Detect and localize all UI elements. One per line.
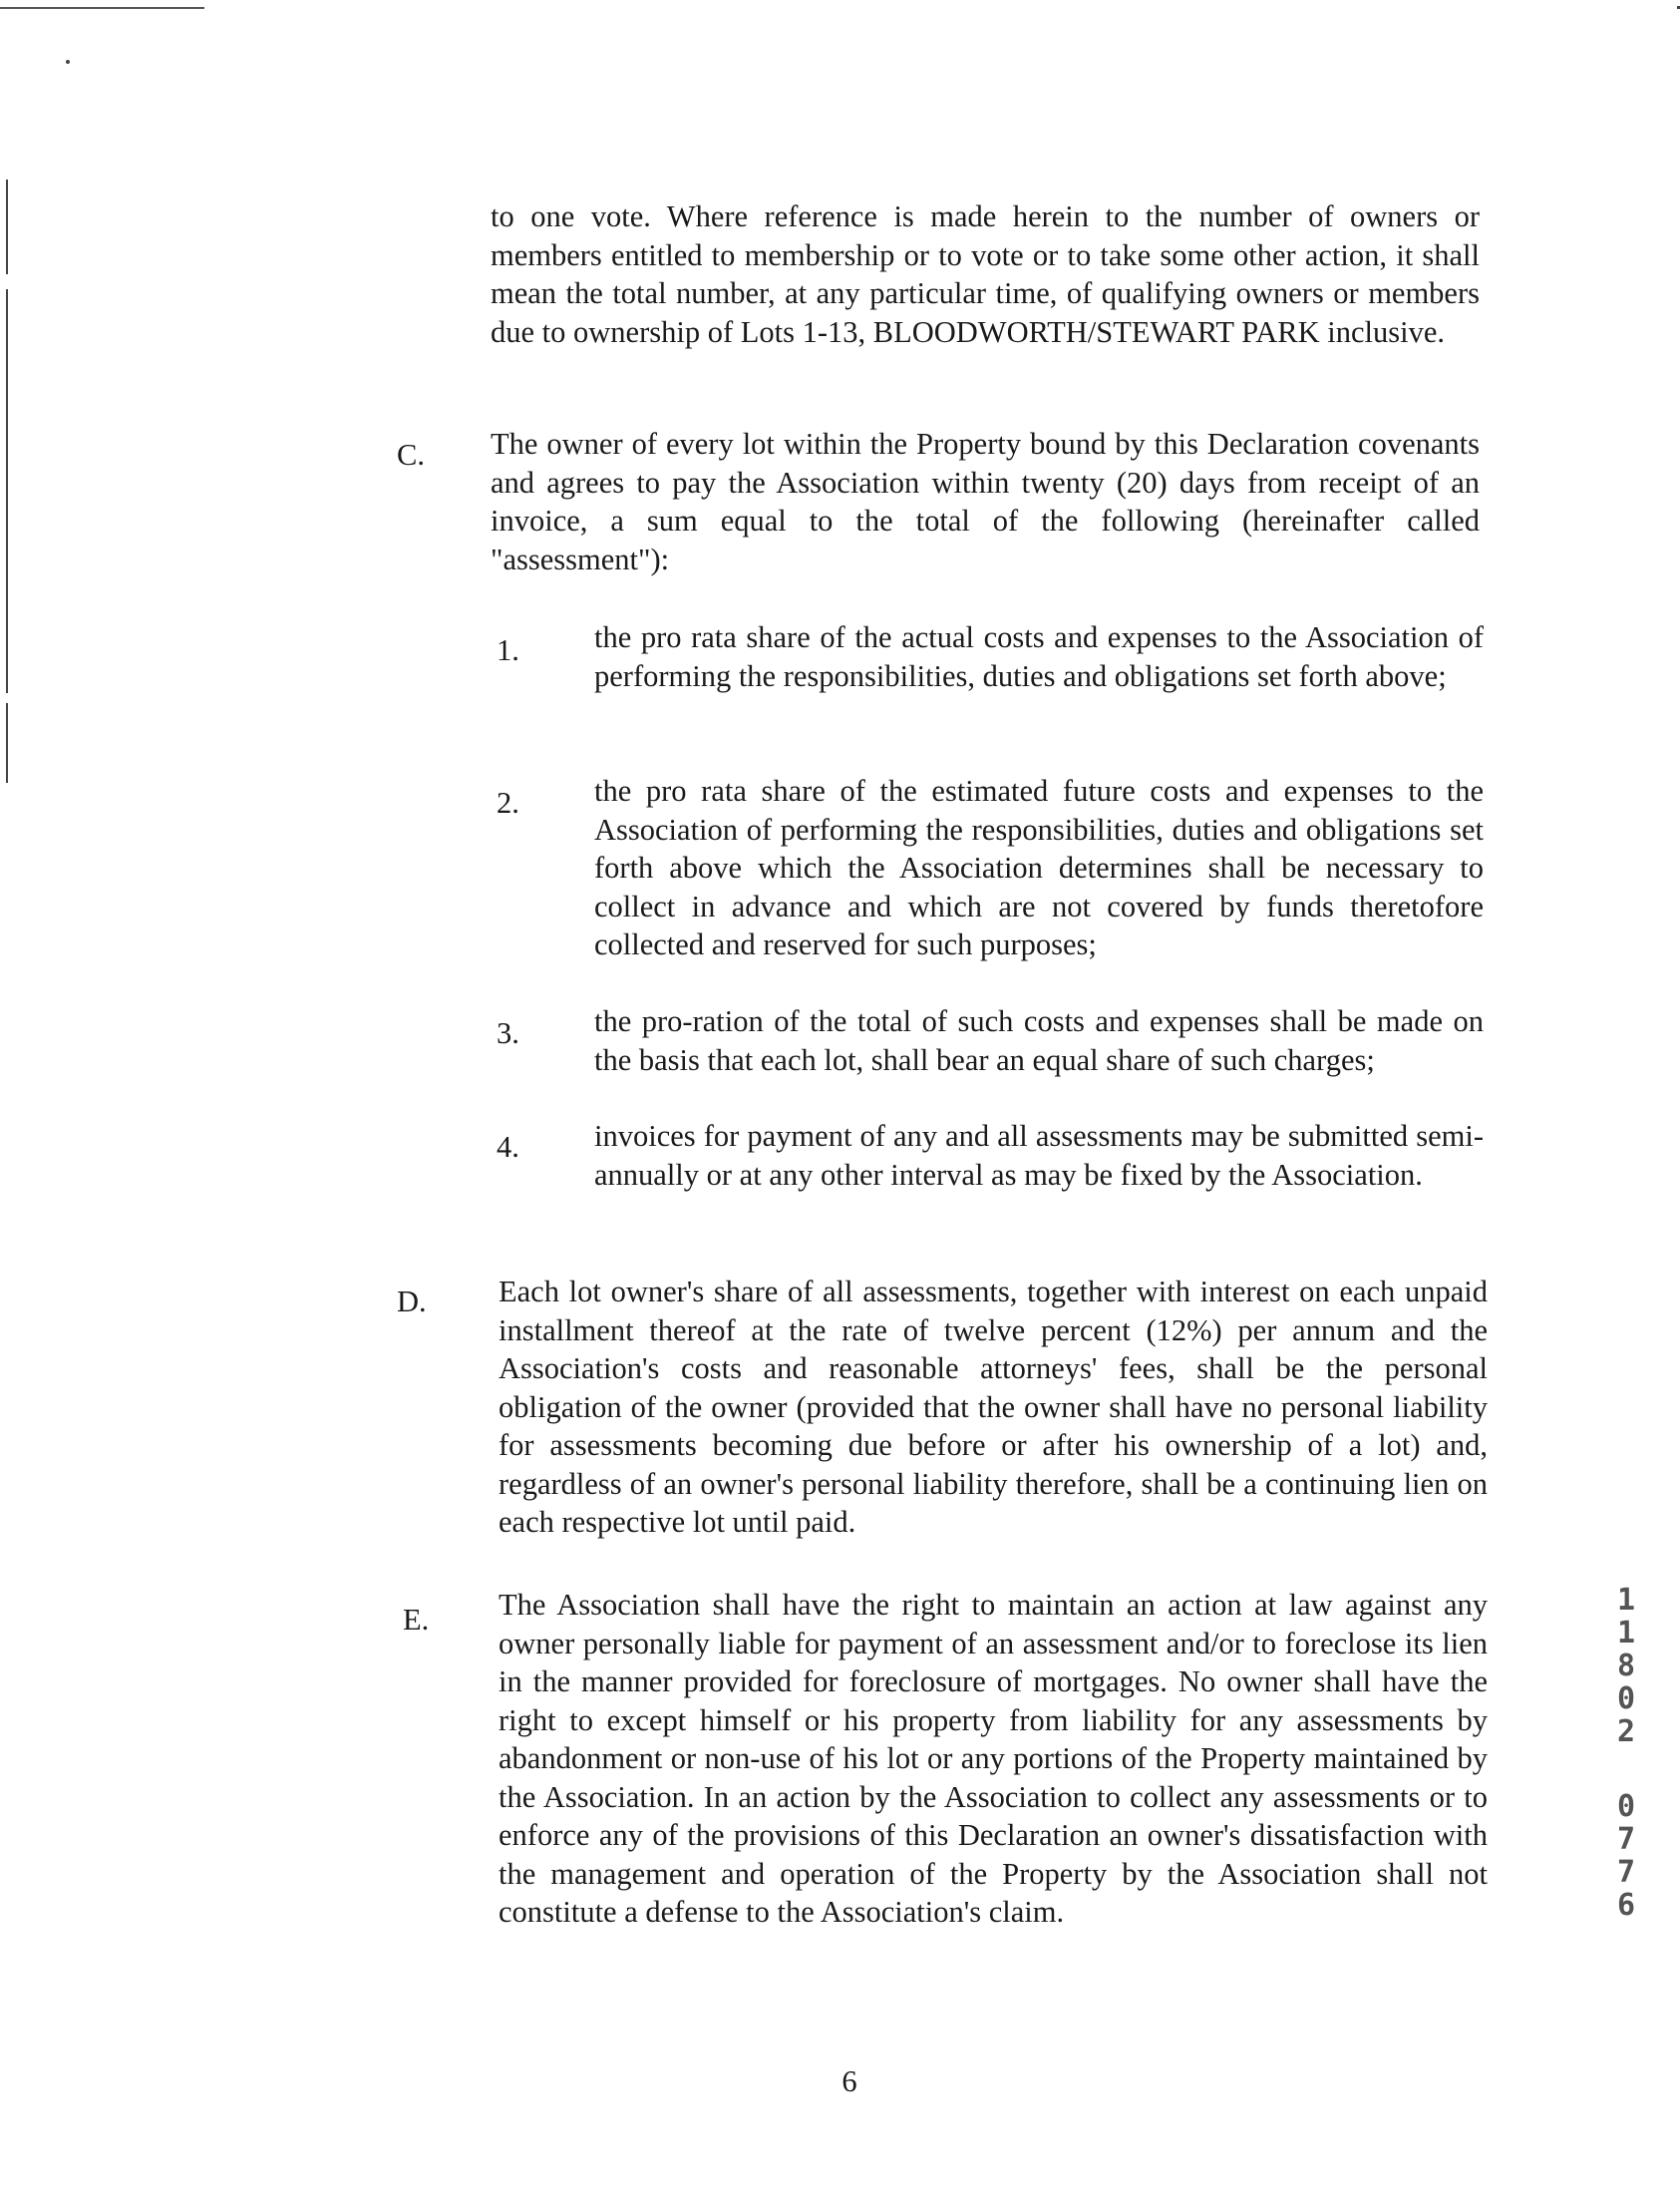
section-label-c: C. — [397, 438, 425, 472]
paragraph-continuation: to one vote. Where reference is made herein to the number of owners or members entitled to membership or to vote or to take some other action, it shall mean the total number, at any particular time, of qualifying owners or members due to ownership of Lots 1-13, BLOODWORTH/STEWART PARK inclusive. — [491, 199, 1480, 349]
stamp-digit: 1 — [1616, 1583, 1636, 1618]
stamp-digit: 7 — [1616, 1855, 1636, 1890]
scan-artifact-line — [0, 7, 204, 9]
section-label-e: E. — [403, 1603, 430, 1637]
section-c-text: The owner of every lot within the Property bound by this Declaration covenants and agrees to pay the Association within twenty (20) days from receipt of an invoice, a sum equal to the total of the following (hereinafter called "assessment"): — [491, 427, 1480, 576]
scan-margin-bar — [6, 678, 8, 693]
scan-artifact-dot — [66, 60, 70, 64]
stamp-digit: 0 — [1616, 1681, 1636, 1716]
list-item-number: 4. — [497, 1130, 519, 1164]
list-item-number: 1. — [497, 633, 519, 667]
section-e-text: The Association shall have the right to maintain an action at law against any owner personally liable for payment of an assessment and/or to foreclose its lien in the manner provided for foreclosure of mortgages. No owner shall have the right to except himself or his property from liability for any assessments by abandonment or non-use of his lot or any portions of the Property maintained by the Association. In an action by the Association to collect any assessments or to enforce any of the provisions of this Declaration an owner's dissatisfaction with the management and operation of the Property by the Association shall not constitute a defense to the Association's claim. — [499, 1588, 1488, 1929]
list-item-text: the pro rata share of the estimated future costs and expenses to the Association of performing the responsibilities, duties and obligations set forth above which the Association determines shall be necessary to collect in advance and which are not covered by funds theretofore collected and reserved for such purposes; — [594, 774, 1484, 961]
stamp-digit: 7 — [1616, 1822, 1636, 1857]
list-item-text: the pro rata share of the actual costs and expenses to the Association of performing the responsibilities, duties and obligations set forth above; — [594, 620, 1484, 693]
stamp-digit: 1 — [1616, 1616, 1636, 1651]
stamp-digit: 6 — [1616, 1888, 1636, 1923]
list-item-number: 3. — [497, 1016, 519, 1050]
section-label-d: D. — [397, 1285, 427, 1318]
stamp-digit: 8 — [1616, 1649, 1636, 1683]
stamp-digit: 0 — [1616, 1789, 1636, 1824]
list-item-text: invoices for payment of any and all assessments may be submitted semi-annually or at any other interval as may be fixed by the Association. — [594, 1119, 1484, 1192]
section-d-text: Each lot owner's share of all assessments, together with interest on each unpaid installment thereof at the rate of twelve percent (12%) per annum and the Association's costs and reasonable attorneys' fees, shall be the personal obligation of the owner (provided that the owner shall have no personal liability for assessments becoming due before or after his ownership of a lot) and, regardless of an owner's personal liability therefore, shall be a continuing lien on each respective lot until paid. — [499, 1275, 1488, 1539]
list-item-number: 2. — [497, 786, 519, 820]
stamp-digit: 2 — [1616, 1714, 1636, 1749]
page-number: 6 — [841, 2064, 857, 2098]
scan-margin-bar — [6, 289, 8, 678]
recording-stamp — [1609, 1584, 1643, 1922]
scan-margin-bar — [6, 180, 8, 274]
list-item-text: the pro-ration of the total of such costs and expenses shall be made on the basis that each lot, shall bear an equal share of such charges; — [594, 1004, 1484, 1077]
scan-margin-bar — [6, 703, 8, 783]
